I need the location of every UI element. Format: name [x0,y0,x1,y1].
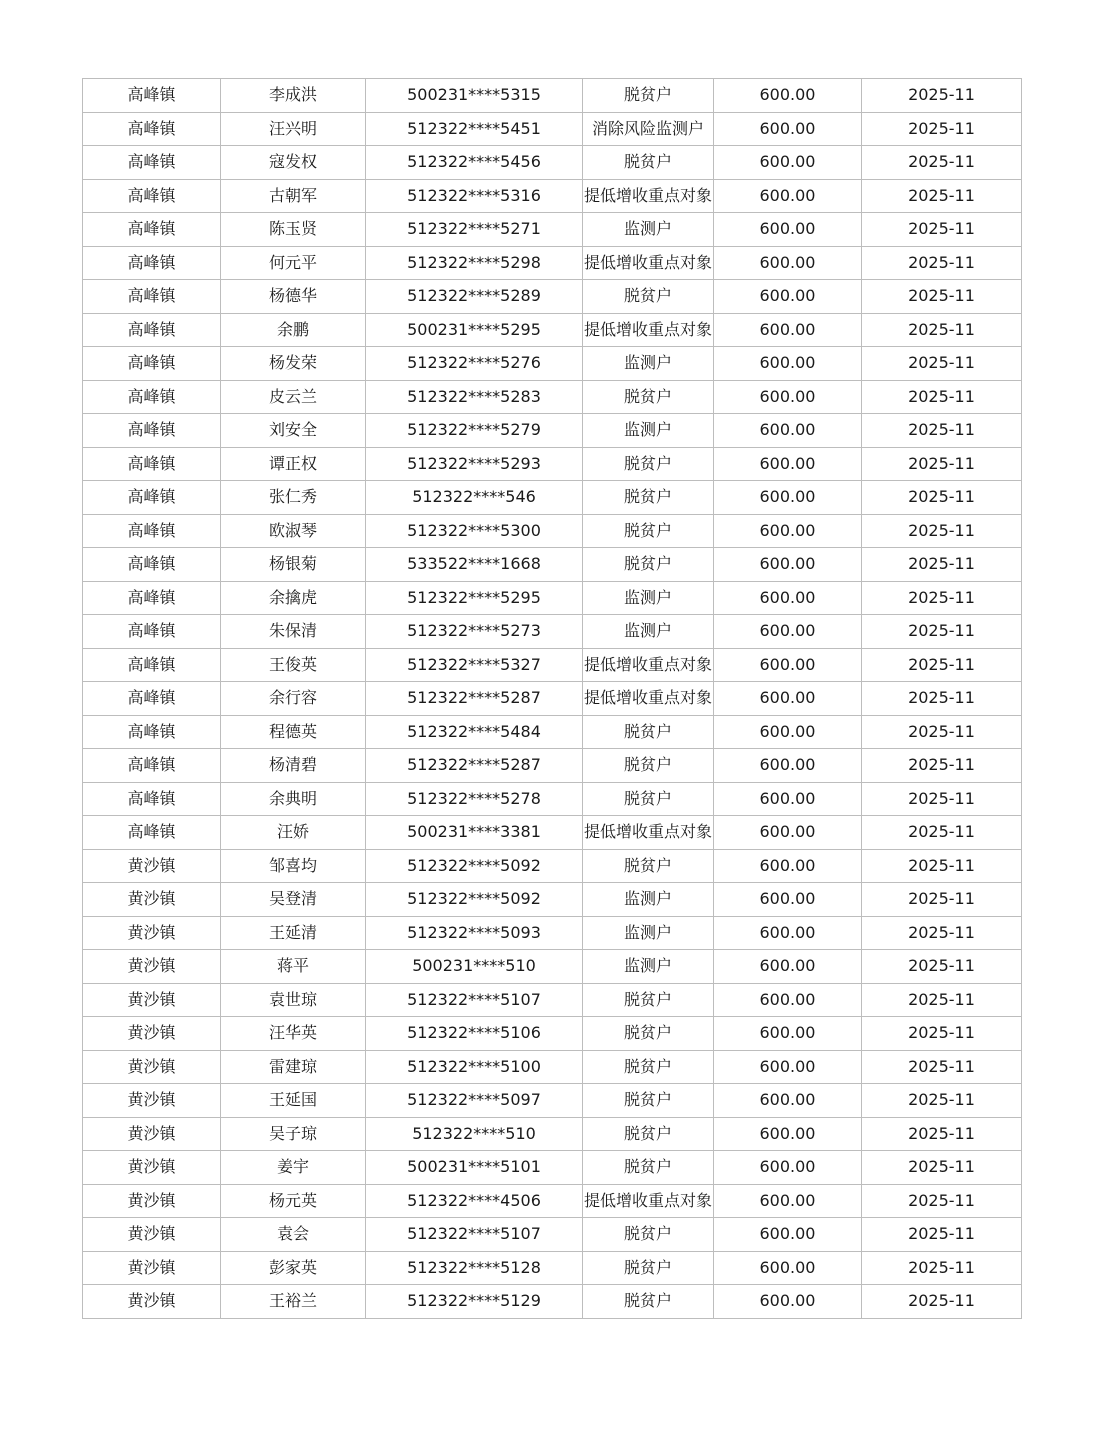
household-type-cell: 脱贫户 [583,1017,714,1051]
amount-cell: 600.00 [714,1084,862,1118]
town-cell: 高峰镇 [83,447,221,481]
id-number-cell: 512322****5092 [366,849,583,883]
town-cell: 黄沙镇 [83,1285,221,1319]
amount-cell: 600.00 [714,146,862,180]
amount-cell: 600.00 [714,1151,862,1185]
table-row [83,950,1022,984]
town-cell: 高峰镇 [83,615,221,649]
id-number-cell: 512322****5097 [366,1084,583,1118]
household-type-cell: 脱贫户 [583,1117,714,1151]
id-number-cell: 512322****5456 [366,146,583,180]
household-type-cell: 脱贫户 [583,1251,714,1285]
id-number-cell: 512322****5287 [366,682,583,716]
household-type-cell: 脱贫户 [583,481,714,515]
name-cell: 余行容 [221,682,366,716]
amount-cell: 600.00 [714,1218,862,1252]
id-number-cell: 500231****5295 [366,313,583,347]
id-number-cell: 512322****5273 [366,615,583,649]
period-cell: 2025-11 [862,514,1022,548]
town-cell: 黄沙镇 [83,1017,221,1051]
period-cell: 2025-11 [862,481,1022,515]
id-number-cell: 512322****5093 [366,916,583,950]
name-cell: 姜宇 [221,1151,366,1185]
name-cell: 谭正权 [221,447,366,481]
household-type-cell: 脱贫户 [583,749,714,783]
period-cell: 2025-11 [862,1151,1022,1185]
name-cell: 王延清 [221,916,366,950]
amount-cell: 600.00 [714,581,862,615]
name-cell: 杨元英 [221,1184,366,1218]
amount-cell: 600.00 [714,1050,862,1084]
id-number-cell: 512322****5278 [366,782,583,816]
amount-cell: 600.00 [714,916,862,950]
town-cell: 高峰镇 [83,682,221,716]
household-type-cell: 监测户 [583,347,714,381]
name-cell: 王延国 [221,1084,366,1118]
table-row [83,213,1022,247]
amount-cell: 600.00 [714,715,862,749]
period-cell: 2025-11 [862,1084,1022,1118]
table-row [83,79,1022,113]
name-cell: 杨清碧 [221,749,366,783]
period-cell: 2025-11 [862,615,1022,649]
amount-cell: 600.00 [714,280,862,314]
amount-cell: 600.00 [714,179,862,213]
period-cell: 2025-11 [862,715,1022,749]
id-number-cell: 512322****5316 [366,179,583,213]
household-type-cell: 脱贫户 [583,983,714,1017]
table-row [83,916,1022,950]
amount-cell: 600.00 [714,749,862,783]
name-cell: 刘安全 [221,414,366,448]
name-cell: 吴子琼 [221,1117,366,1151]
household-type-cell: 脱贫户 [583,447,714,481]
household-type-cell: 脱贫户 [583,1218,714,1252]
id-number-cell: 512322****5327 [366,648,583,682]
table-row [83,146,1022,180]
town-cell: 黄沙镇 [83,1050,221,1084]
household-type-cell: 脱贫户 [583,280,714,314]
household-type-cell: 监测户 [583,916,714,950]
town-cell: 高峰镇 [83,280,221,314]
table-row [83,380,1022,414]
town-cell: 高峰镇 [83,313,221,347]
table-row [83,280,1022,314]
town-cell: 高峰镇 [83,548,221,582]
period-cell: 2025-11 [862,347,1022,381]
household-type-cell: 监测户 [583,581,714,615]
town-cell: 高峰镇 [83,380,221,414]
table-row [83,1184,1022,1218]
town-cell: 黄沙镇 [83,883,221,917]
id-number-cell: 512322****5287 [366,749,583,783]
amount-cell: 600.00 [714,1117,862,1151]
name-cell: 王俊英 [221,648,366,682]
table-row [83,983,1022,1017]
town-cell: 黄沙镇 [83,1151,221,1185]
town-cell: 高峰镇 [83,112,221,146]
table-row [83,347,1022,381]
period-cell: 2025-11 [862,447,1022,481]
amount-cell: 600.00 [714,849,862,883]
records-table-body [83,79,1022,1319]
table-row [83,883,1022,917]
name-cell: 寇发权 [221,146,366,180]
household-type-cell: 脱贫户 [583,146,714,180]
amount-cell: 600.00 [714,347,862,381]
period-cell: 2025-11 [862,816,1022,850]
town-cell: 高峰镇 [83,246,221,280]
name-cell: 朱保清 [221,615,366,649]
household-type-cell: 监测户 [583,213,714,247]
household-type-cell: 脱贫户 [583,715,714,749]
town-cell: 黄沙镇 [83,916,221,950]
id-number-cell: 512322****5271 [366,213,583,247]
table-row [83,849,1022,883]
town-cell: 高峰镇 [83,816,221,850]
amount-cell: 600.00 [714,1017,862,1051]
household-type-cell: 提低增收重点对象 [583,648,714,682]
town-cell: 高峰镇 [83,481,221,515]
household-type-cell: 脱贫户 [583,514,714,548]
table-row [83,1285,1022,1319]
name-cell: 王裕兰 [221,1285,366,1319]
name-cell: 余擒虎 [221,581,366,615]
amount-cell: 600.00 [714,615,862,649]
amount-cell: 600.00 [714,79,862,113]
id-number-cell: 500231****510 [366,950,583,984]
household-type-cell: 脱贫户 [583,782,714,816]
table-row [83,548,1022,582]
id-number-cell: 512322****5300 [366,514,583,548]
table-row [83,749,1022,783]
amount-cell: 600.00 [714,1285,862,1319]
town-cell: 高峰镇 [83,581,221,615]
id-number-cell: 512322****5293 [366,447,583,481]
table-row [83,1117,1022,1151]
period-cell: 2025-11 [862,213,1022,247]
town-cell: 黄沙镇 [83,950,221,984]
amount-cell: 600.00 [714,481,862,515]
amount-cell: 600.00 [714,782,862,816]
period-cell: 2025-11 [862,79,1022,113]
name-cell: 彭家英 [221,1251,366,1285]
table-row [83,112,1022,146]
town-cell: 黄沙镇 [83,983,221,1017]
household-type-cell: 消除风险监测户 [583,112,714,146]
period-cell: 2025-11 [862,1184,1022,1218]
period-cell: 2025-11 [862,1017,1022,1051]
household-type-cell: 脱贫户 [583,1151,714,1185]
amount-cell: 600.00 [714,816,862,850]
amount-cell: 600.00 [714,380,862,414]
town-cell: 高峰镇 [83,782,221,816]
period-cell: 2025-11 [862,682,1022,716]
period-cell: 2025-11 [862,313,1022,347]
amount-cell: 600.00 [714,213,862,247]
period-cell: 2025-11 [862,112,1022,146]
town-cell: 高峰镇 [83,648,221,682]
household-type-cell: 提低增收重点对象 [583,682,714,716]
id-number-cell: 512322****5106 [366,1017,583,1051]
town-cell: 黄沙镇 [83,1184,221,1218]
household-type-cell: 提低增收重点对象 [583,816,714,850]
name-cell: 程德英 [221,715,366,749]
id-number-cell: 512322****546 [366,481,583,515]
table-row [83,1017,1022,1051]
period-cell: 2025-11 [862,782,1022,816]
id-number-cell: 500231****3381 [366,816,583,850]
id-number-cell: 512322****5484 [366,715,583,749]
household-type-cell: 脱贫户 [583,1285,714,1319]
id-number-cell: 512322****5451 [366,112,583,146]
period-cell: 2025-11 [862,849,1022,883]
table-row [83,715,1022,749]
table-row [83,1218,1022,1252]
period-cell: 2025-11 [862,1050,1022,1084]
period-cell: 2025-11 [862,581,1022,615]
table-row [83,313,1022,347]
name-cell: 何元平 [221,246,366,280]
town-cell: 高峰镇 [83,414,221,448]
amount-cell: 600.00 [714,414,862,448]
town-cell: 高峰镇 [83,146,221,180]
amount-cell: 600.00 [714,112,862,146]
town-cell: 高峰镇 [83,179,221,213]
amount-cell: 600.00 [714,548,862,582]
id-number-cell: 512322****5107 [366,1218,583,1252]
table-row [83,615,1022,649]
period-cell: 2025-11 [862,950,1022,984]
amount-cell: 600.00 [714,682,862,716]
name-cell: 陈玉贤 [221,213,366,247]
household-type-cell: 提低增收重点对象 [583,313,714,347]
period-cell: 2025-11 [862,1251,1022,1285]
period-cell: 2025-11 [862,749,1022,783]
period-cell: 2025-11 [862,648,1022,682]
period-cell: 2025-11 [862,548,1022,582]
amount-cell: 600.00 [714,447,862,481]
table-row [83,246,1022,280]
name-cell: 余典明 [221,782,366,816]
table-row [83,1251,1022,1285]
table-row [83,648,1022,682]
name-cell: 汪娇 [221,816,366,850]
name-cell: 吴登清 [221,883,366,917]
town-cell: 黄沙镇 [83,1084,221,1118]
town-cell: 黄沙镇 [83,849,221,883]
amount-cell: 600.00 [714,883,862,917]
id-number-cell: 512322****5283 [366,380,583,414]
id-number-cell: 500231****5101 [366,1151,583,1185]
period-cell: 2025-11 [862,1218,1022,1252]
household-type-cell: 脱贫户 [583,1084,714,1118]
id-number-cell: 512322****510 [366,1117,583,1151]
period-cell: 2025-11 [862,179,1022,213]
name-cell: 欧淑琴 [221,514,366,548]
amount-cell: 600.00 [714,514,862,548]
name-cell: 袁会 [221,1218,366,1252]
amount-cell: 600.00 [714,1251,862,1285]
table-row [83,414,1022,448]
household-type-cell: 提低增收重点对象 [583,179,714,213]
name-cell: 杨德华 [221,280,366,314]
period-cell: 2025-11 [862,883,1022,917]
name-cell: 杨发荣 [221,347,366,381]
household-type-cell: 监测户 [583,414,714,448]
id-number-cell: 512322****5276 [366,347,583,381]
town-cell: 高峰镇 [83,347,221,381]
household-type-cell: 监测户 [583,883,714,917]
table-row [83,682,1022,716]
id-number-cell: 512322****5289 [366,280,583,314]
table-row [83,581,1022,615]
name-cell: 张仁秀 [221,481,366,515]
name-cell: 袁世琼 [221,983,366,1017]
household-type-cell: 脱贫户 [583,79,714,113]
name-cell: 杨银菊 [221,548,366,582]
town-cell: 高峰镇 [83,79,221,113]
table-row [83,1084,1022,1118]
table-row [83,782,1022,816]
name-cell: 古朝军 [221,179,366,213]
id-number-cell: 512322****5279 [366,414,583,448]
period-cell: 2025-11 [862,280,1022,314]
period-cell: 2025-11 [862,916,1022,950]
name-cell: 余鹏 [221,313,366,347]
amount-cell: 600.00 [714,246,862,280]
period-cell: 2025-11 [862,1117,1022,1151]
table-row [83,1151,1022,1185]
name-cell: 汪兴明 [221,112,366,146]
household-type-cell: 提低增收重点对象 [583,246,714,280]
name-cell: 雷建琼 [221,1050,366,1084]
name-cell: 汪华英 [221,1017,366,1051]
id-number-cell: 533522****1668 [366,548,583,582]
id-number-cell: 512322****4506 [366,1184,583,1218]
household-type-cell: 监测户 [583,950,714,984]
id-number-cell: 500231****5315 [366,79,583,113]
id-number-cell: 512322****5128 [366,1251,583,1285]
amount-cell: 600.00 [714,983,862,1017]
period-cell: 2025-11 [862,1285,1022,1319]
town-cell: 黄沙镇 [83,1251,221,1285]
household-type-cell: 脱贫户 [583,1050,714,1084]
amount-cell: 600.00 [714,648,862,682]
amount-cell: 600.00 [714,313,862,347]
table-row [83,179,1022,213]
table-row [83,816,1022,850]
period-cell: 2025-11 [862,414,1022,448]
period-cell: 2025-11 [862,983,1022,1017]
town-cell: 高峰镇 [83,213,221,247]
table-row [83,514,1022,548]
town-cell: 高峰镇 [83,514,221,548]
town-cell: 高峰镇 [83,715,221,749]
name-cell: 皮云兰 [221,380,366,414]
household-type-cell: 提低增收重点对象 [583,1184,714,1218]
period-cell: 2025-11 [862,246,1022,280]
id-number-cell: 512322****5092 [366,883,583,917]
household-type-cell: 监测户 [583,615,714,649]
id-number-cell: 512322****5295 [366,581,583,615]
id-number-cell: 512322****5107 [366,983,583,1017]
table-row [83,1050,1022,1084]
town-cell: 黄沙镇 [83,1117,221,1151]
id-number-cell: 512322****5100 [366,1050,583,1084]
id-number-cell: 512322****5129 [366,1285,583,1319]
household-type-cell: 脱贫户 [583,548,714,582]
name-cell: 蒋平 [221,950,366,984]
town-cell: 黄沙镇 [83,1218,221,1252]
name-cell: 邹喜均 [221,849,366,883]
household-type-cell: 脱贫户 [583,849,714,883]
amount-cell: 600.00 [714,1184,862,1218]
household-type-cell: 脱贫户 [583,380,714,414]
period-cell: 2025-11 [862,146,1022,180]
town-cell: 高峰镇 [83,749,221,783]
table-row [83,481,1022,515]
period-cell: 2025-11 [862,380,1022,414]
records-table [82,78,1022,1319]
id-number-cell: 512322****5298 [366,246,583,280]
name-cell: 李成洪 [221,79,366,113]
table-row [83,447,1022,481]
amount-cell: 600.00 [714,950,862,984]
